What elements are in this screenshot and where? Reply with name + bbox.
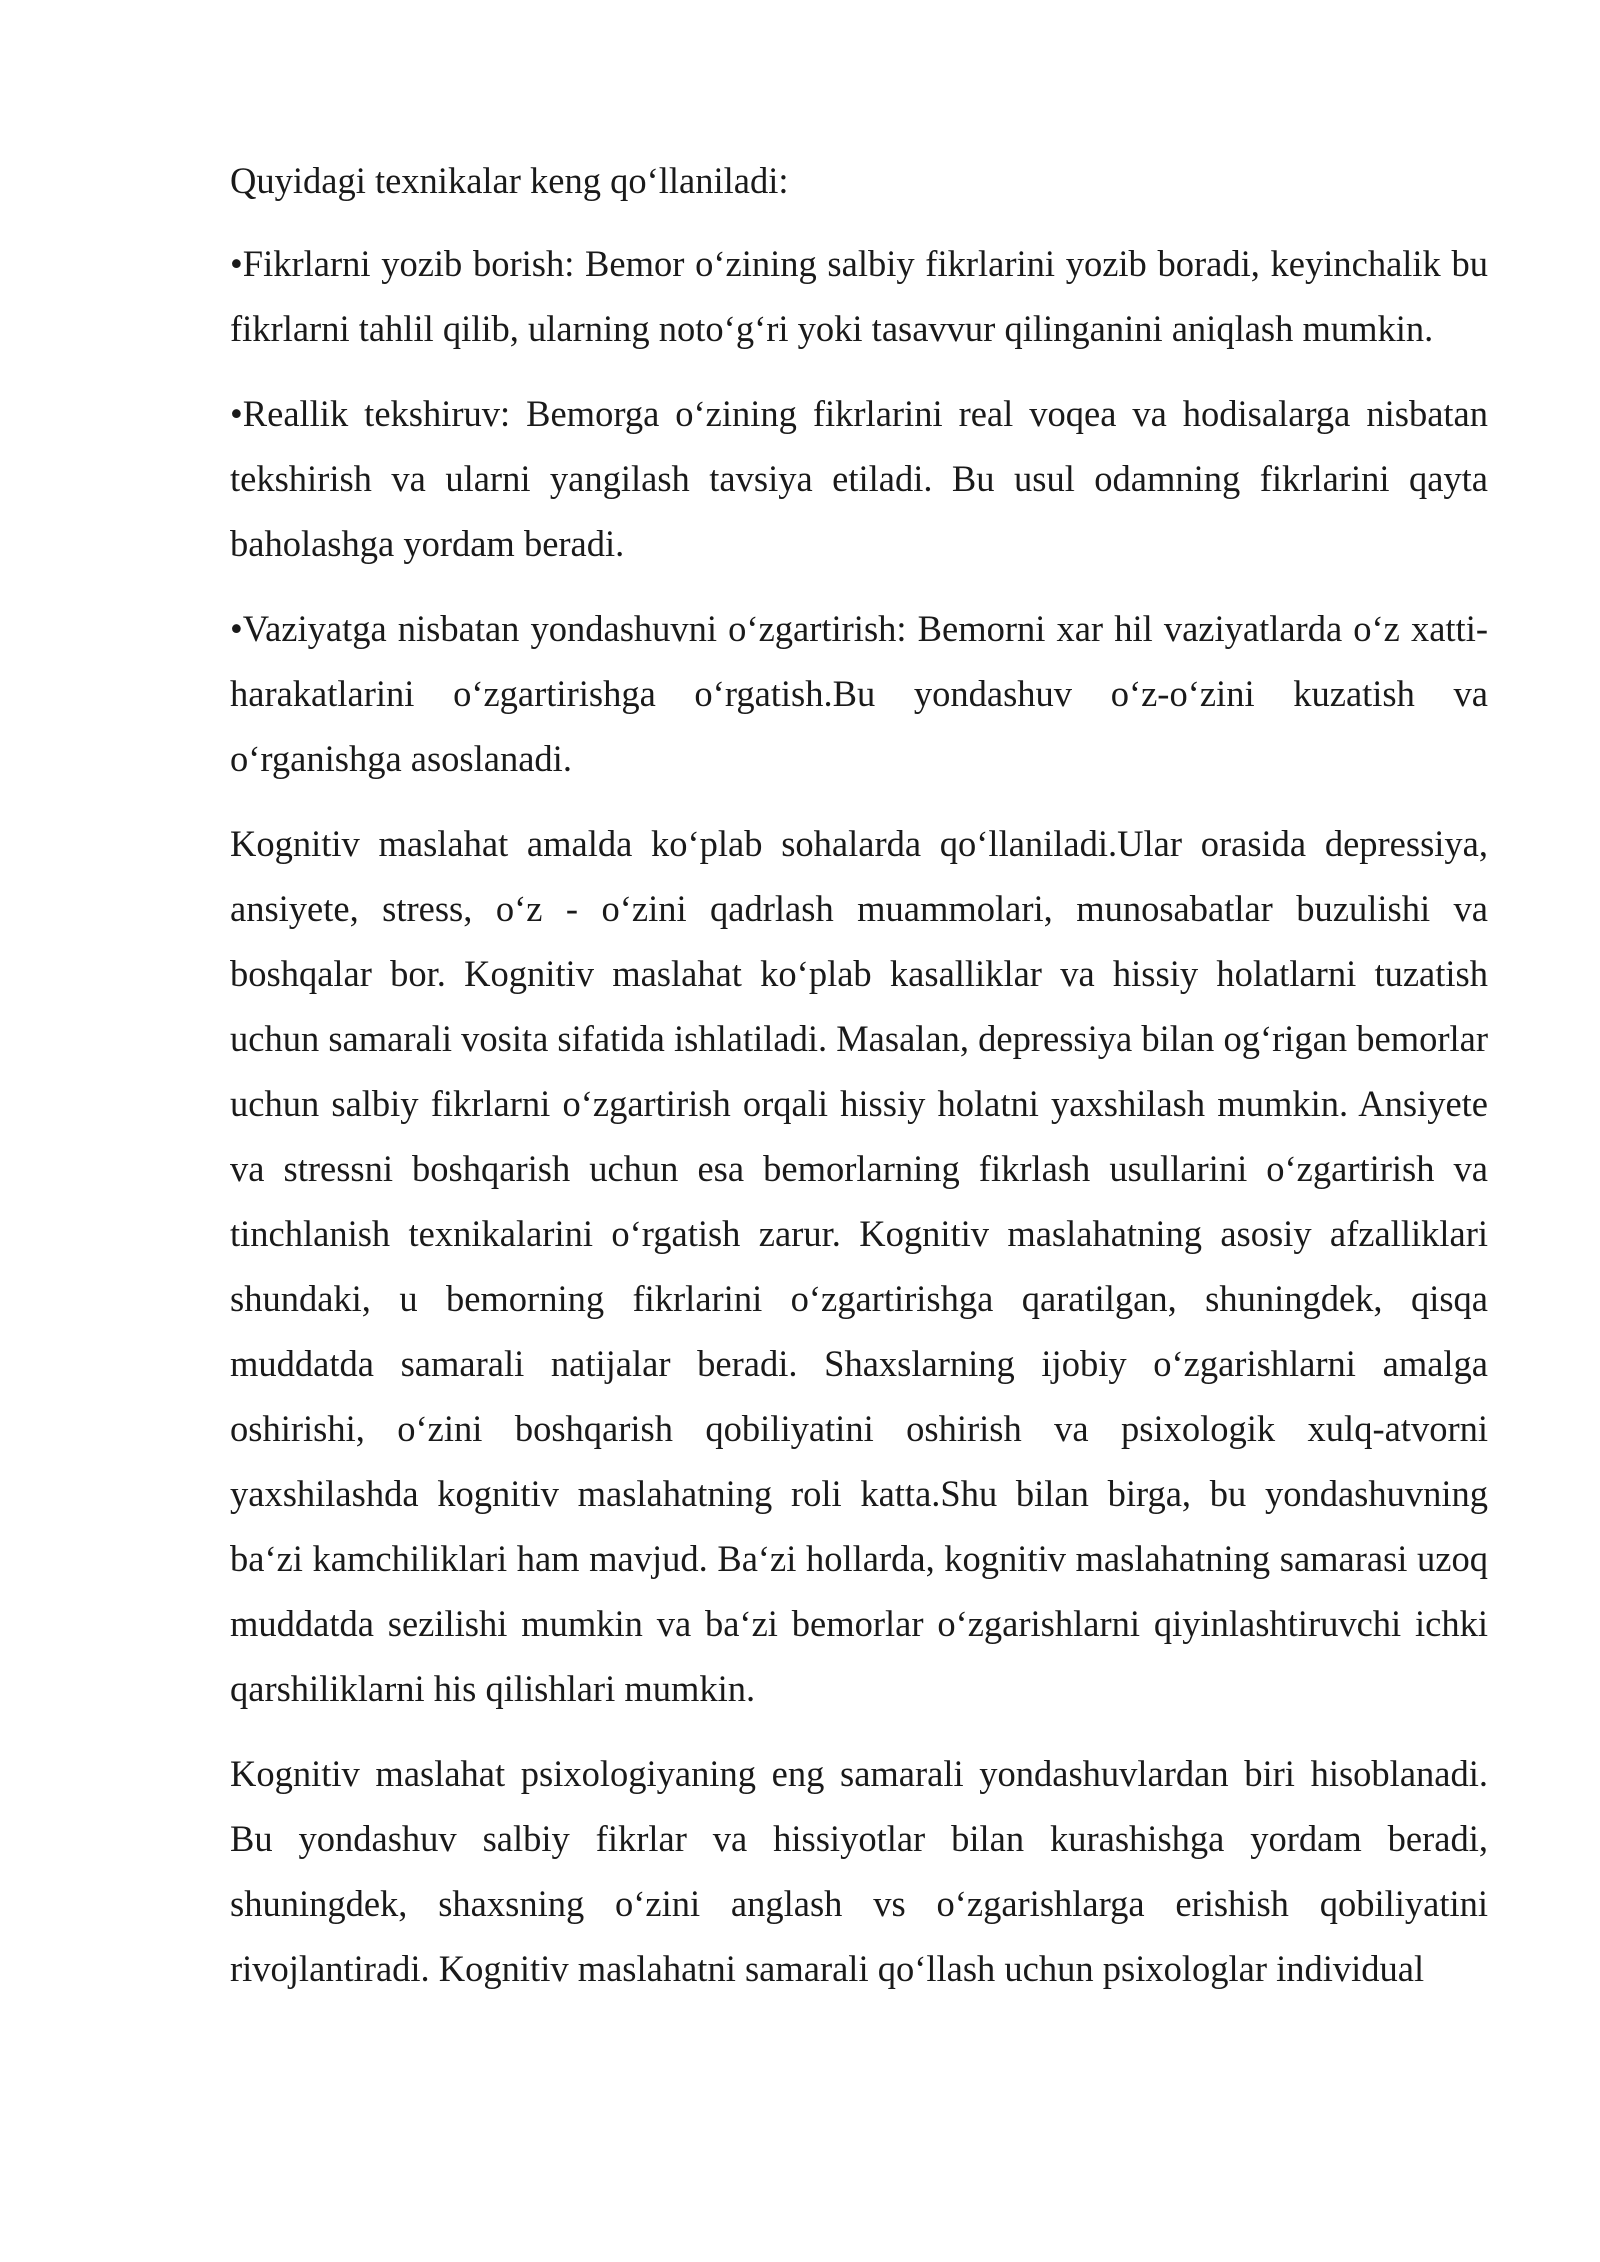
bullet-thought-recording: •Fikrlarni yozib borish: Bemor o‘zining salbiy fikrlarini yozib boradi, keyinchalik bu fikrlarni tahlil qilib, ularning noto‘g‘ri yoki tasavvur qilinganini aniqlash mumkin. bbox=[230, 243, 1488, 349]
paragraph-conclusion: Kognitiv maslahat psixologiyaning eng samarali yondashuvlardan biri hisoblanadi. Bu yondashuv salbiy fikrlar va hissiyotlar bilan kurashishga yordam beradi, shuningdek, shaxsning o‘zini anglash vs o‘zgarishlarga erishish qobiliyatini rivojlantiradi. Kognitiv maslahatni samarali qo‘llash uchun psixologlar individual bbox=[230, 1753, 1488, 1989]
document-page bbox=[230, 148, 1488, 2021]
bullet-reality-check: •Reallik tekshiruv: Bemorga o‘zining fikrlarini real voqea va hodisalarga nisbatan tekshirish va ularni yangilash tavsiya etiladi. Bu usul odamning fikrlarini qayta baholashga yordam beradi. bbox=[230, 393, 1488, 564]
paragraph-applications: Kognitiv maslahat amalda ko‘plab sohalarda qo‘llaniladi.Ular orasida depressiya, ansiyete, stress, o‘z - o‘zini qadrlash muammolari, munosabatlar buzulishi va boshqalar bor. Kognitiv maslahat ko‘plab kasalliklar va hissiy holatlarni tuzatish uchun samarali vosita sifatida ishlatiladi. Masalan, depressiya bilan og‘rigan bemorlar uchun salbiy fikrlarni o‘zgartirish orqali hissiy holatni yaxshilash mumkin. Ansiyete va stressni boshqarish uchun esa bemorlarning fikrlash usullarini o‘zgartirish va tinchlanish texnikalarini o‘rgatish zarur. Kognitiv maslahatning asosiy afzalliklari shundaki, u bemorning fikrlarini o‘zgartirishga qaratilgan, shuningdek, qisqa muddatda samarali natijalar beradi. Shaxslarning ijobiy o‘zgarishlarni amalga oshirishi, o‘zini boshqarish qobiliyatini oshirish va psixologik xulq-atvorni yaxshilashda kognitiv maslahatning roli katta.Shu bilan birga, bu yondashuvning ba‘zi kamchiliklari ham mavjud. Ba‘zi hollarda, kognitiv maslahatning samarasi uzoq muddatda sezilishi mumkin va ba‘zi bemorlar o‘zgarishlarni qiyinlashtiruvchi ichki qarshiliklarni his qilishlari mumkin. bbox=[230, 823, 1488, 1709]
intro-line: Quyidagi texnikalar keng qo‘llaniladi: bbox=[230, 160, 789, 201]
bullet-situational-approach: •Vaziyatga nisbatan yondashuvni o‘zgartirish: Bemorni xar hil vaziyatlarda o‘z xatti-harakatlarini o‘zgartirishga o‘rgatish.Bu yondashuv o‘z-o‘zini kuzatish va o‘rganishga asoslanadi. bbox=[230, 608, 1488, 779]
